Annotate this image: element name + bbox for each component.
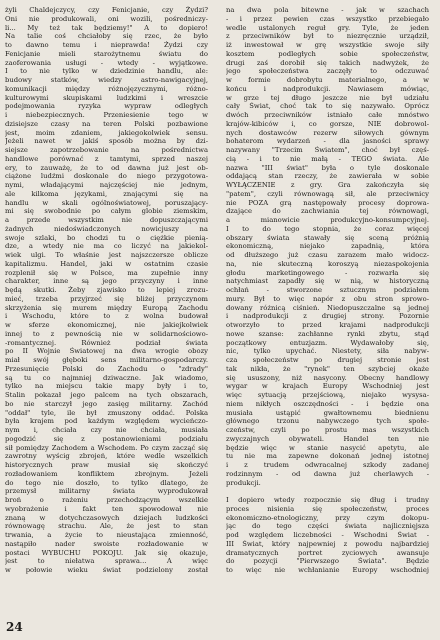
text-line: czeństw, czyli po prostu mas wszystkich [226, 426, 429, 434]
text-column-left [5, 6, 208, 575]
text-line: będą skutki. Żeby zjawisko to lepiej zrozu- [5, 286, 208, 294]
text-line: "patem", czyli równowagą sił, ale przeciwnicy [226, 189, 429, 198]
text-line: otworzyło to przed krajami nadprodukcji [226, 321, 429, 329]
text-line: głównego trzonu nabywczego tych społe- [226, 417, 429, 426]
text-line: dwóch przeciwników istniało całe mnóstwo [226, 111, 429, 119]
text-line: jest to niełatwa sprawa... A więc [5, 557, 208, 566]
text-line: zwyczajnych obywateli. Handel ten nie [226, 434, 429, 443]
text-line: rozładowaniem konfliktem zbrojnym. Jeżeli [5, 469, 208, 478]
text-line: nazywany "Trzecim Światem", choć był częś- [226, 146, 429, 154]
text-line: Przesunięcie Polski do Zachodu o "zdrady" [5, 364, 208, 373]
text-line: ochłań - stworzone sztucznym podziałem [226, 286, 429, 294]
text-line: nie POZA grą następowały procesy doprowa- [226, 198, 429, 207]
text-line: cza społeczeństw po drugiej stronie jest [226, 356, 429, 364]
text-line: do tego nie doszło, to tylko dlatego, że [5, 478, 208, 487]
text-line: ciążone ludźmi doskonale do niego przygotowa- [5, 172, 208, 181]
text-line: nym i, chciała czy nie chciała, musiała [5, 426, 208, 434]
text-line: WYŁĄCZENIE z gry. Gra zakończyła się [226, 181, 429, 189]
text-line: wygar w krajach Europy Wschodniej jest [226, 382, 429, 391]
text-line: iż inwestował w grę wszystkie swoje siły [226, 41, 429, 49]
text-line: miał swój głęboki sens militarno-gospodarczy. [5, 356, 208, 364]
text-line: mury. Był to więc napór z obu stron sprowo- [226, 294, 429, 303]
text-line: li... My też tak będziemy!" A to dopiero! [5, 23, 208, 32]
text-line: na, nie skuteczną koroszyą niezaspokojenia [226, 259, 429, 268]
paragraph-gap [226, 487, 429, 496]
text-line: jest, moim zdaniem, jakiegokolwiek sensu. [5, 128, 208, 137]
text-line: żadnych niedoświadczonych nowicjuszy na [5, 224, 208, 233]
text-line: dzisiejsze czasy na teren Polski pozbawione [5, 119, 208, 128]
text-line: Na talie coś chciałoby się rzec, że było [5, 32, 208, 41]
text-line: dzające do zachwiania tej równowagi, [226, 207, 429, 216]
text-line: ale kilkoma językami, znającymi się na [5, 189, 208, 198]
text-line: dowany różnicą ciśnień. Niedopuszczalne są jednej [226, 303, 429, 312]
text-line: mi się swobodnie po całym globie ziemskim, [5, 207, 208, 216]
text-line: więc sytuacją przejściową, niejako wysysa- [226, 391, 429, 399]
text-line: w formie dobrobytu materialnego, a w [226, 76, 429, 84]
text-line: to więc nie wchłanianie Europy wschodniej [226, 566, 429, 574]
text-line: nastąpiło nader swoiste rozładowanie w [5, 539, 208, 548]
text-line: nowe szanse: zachłanne rynki zbytu, stąd [226, 329, 429, 338]
text-line: III Świat, który najpewniej z powodu najbardziej [226, 539, 429, 548]
text-line: swoje szlaki, bo chodzi tu o ciężkie pienią- [5, 233, 208, 242]
text-line: wedle ustalonych reguł gry. Tyle, że jeden [226, 23, 429, 32]
text-column-right [226, 6, 429, 575]
text-line: kosztem podległych sobie społeczeństw, [226, 49, 429, 58]
text-line: handlu w skali ogólnoświatowej, poruszający- [5, 198, 208, 207]
text-line: jego społeczeństwa zaczęły to odczuwać [226, 67, 429, 76]
text-line: nych dostawców rezerw siłowych gównym [226, 128, 429, 137]
text-line: skrzyżenia się murem między Europą Zachodu [5, 303, 208, 312]
text-line: drugi zaś dorobił się takich nadwyżek, że [226, 58, 429, 67]
text-line: krajów-kibiców i, co gorsze, NIE dobrowol- [226, 119, 429, 128]
text-line: sił pomiędzy Zachodem a Wschodem. Po czym zacząć się [5, 443, 208, 452]
text-line: zaoferowania usługi - wtedy - wyjątkowe. [5, 58, 208, 67]
text-line: ekonomiczno-etnologiczny, przy czym dokopu- [226, 513, 429, 522]
text-line: pogodzić się z postanowieniami podziału [5, 434, 208, 443]
text-line: po II Wojnie Światowej na dwa wrogie obozy [5, 347, 208, 356]
text-line: i Wschodu, które to z wolna budował [5, 312, 208, 321]
text-line: tylko na miejscu takie mapy były i to, [5, 382, 208, 391]
text-line: -romantycznej. Również podział świata [5, 338, 208, 347]
text-line: nazwa "III świat" była o tyle doskonale [226, 163, 429, 172]
text-line: końcu i nadprodukcji. Nawiasem mówiąc, [226, 84, 429, 93]
text-line: początkowy entuzjazm. Wydawałoby się, [226, 338, 429, 347]
text-line: nymi, władającymi najczęściej nie jednym, [5, 181, 208, 189]
text-line: I to nie tylko w dziedzinie handlu, ale: [5, 67, 208, 76]
text-line: w sferze ekonomicznej, nie jakiejkolwiek [5, 321, 208, 329]
text-line: tak nikła, że "rynek" ten szybciej okaże [226, 364, 429, 373]
text-line: to dawno temu i nieprawda! Żydzi czy [5, 41, 208, 49]
text-line: budowy statków, wiedzy astro-nawigacyjnej, [5, 76, 208, 84]
text-line: na dwa pola bitewne - jak w szachach [226, 6, 429, 14]
text-line: od dłuższego już czasu zarazem mało widocz- [226, 251, 429, 259]
text-line: - i przez pewien czas wszystko przebiegało [226, 14, 429, 23]
text-line: cią - i to nie małą - TEGO świata. Ale [226, 154, 429, 163]
text-line: będzie więc w stanie nasycić apetytu, ale [226, 443, 429, 452]
text-line: oddającą stan rzeczy, że zawierała w sobie [226, 172, 429, 181]
text-line: bohaterom wydarzeń - dla jasności sprawy [226, 137, 429, 146]
text-line: ery, to zauważę, że to od dawna już jest ob- [5, 163, 208, 172]
text-line: I dopiero wtedy rozpocznie się dług i trudny [226, 496, 429, 504]
text-line: i niebezpiecznych. Przeniesienie tego w [5, 111, 208, 119]
text-line: postaci WYBUCHU POKOJU. Jak się okazuje, [5, 548, 208, 557]
text-line: cały Świat, choć tak to się nazywało. Oprócz [226, 102, 429, 111]
text-line: trwania, a życie to nieustająca zmienność, [5, 531, 208, 539]
text-line: przemysł militarny świata wyprodukował [5, 487, 208, 496]
text-line: równowagę strachu. Ale, że jest to stan [5, 522, 208, 531]
text-line: wyobrażenie i fakt ten spowodował nie [5, 504, 208, 513]
text-line: proces nisienia się społeczeństw, proces [226, 504, 429, 513]
page-number: 24 [6, 620, 23, 634]
text-line: głodu marketingowego - rozwarła się [226, 268, 429, 277]
text-line: z przeciwników był to niezręcznie urządził, [226, 32, 429, 41]
text-line: są tu co najmniej dziwaczne. Jak wiadomo, [5, 373, 208, 382]
text-line: znaną w dotychczasowych dziejach ludzkości [5, 513, 208, 522]
text-line: innej to z pewnością nie w solidarnościowo- [5, 329, 208, 338]
text-line: "oddał" tyle, ile był zmuszony oddać. Polska [5, 408, 208, 417]
text-line: Stalin pokazał jego palcem na tych obszarach, [5, 391, 208, 399]
text-line: tu nie ma zapewne dokonań jednej istotnej [226, 452, 429, 461]
text-line: rodzinnym - od dawna już cherlawych - [226, 469, 429, 478]
text-line: nic, tylko upychać. Niestety, siła nabyw- [226, 347, 429, 356]
text-line: niem nikłych oszczędności - i będzie ona [226, 399, 429, 408]
text-line: jąc do tego części świata najlicznięjsza [226, 522, 429, 531]
text-line: komunikacji między różnojęzycznymi, różno- [5, 84, 208, 93]
text-line: bo nie starczył jego zasięg militarny. Zachód [5, 399, 208, 408]
text-line: kapitalizmu. Handel, jaki w ostatnim czasie [5, 259, 208, 268]
text-line: kulturowymi skupiskami ludzkimi i wreszcie [5, 93, 208, 102]
text-line: rozplenił się w Polsce, ma zupełnie inny [5, 268, 208, 277]
text-line: żyli Chaldejczycy, czy Fenicjanie, czy Żydzi? [5, 6, 208, 14]
text-line: się ususzony, niż nasycony. Obecny handlowy [226, 373, 429, 382]
text-line: do pozycji "Pierwszego Świata". Będzie [226, 557, 429, 566]
text-line: pod względem liczebności - Wschodni Świat - [226, 531, 429, 539]
text-line: a mianowicie produkcyjno-konsumpcyjnej. [226, 216, 429, 224]
text-line: siejsze zapotrzebowanie na pośrednictwa [5, 146, 208, 154]
text-line: i nadprodukcji z drugiej strony. Pozornie [226, 312, 429, 321]
text-line: handlowe porównać z tamtymi, sprzed naszej [5, 154, 208, 163]
text-line: w grze tej długo jeszcze nie był udziału [226, 93, 429, 102]
text-line: i z trudem odwracalnej szkody zadanej [226, 461, 429, 469]
text-line: musiała ustąpić gwałtownemu biednienu [226, 408, 429, 417]
text-line: natychmiast zapadły się w nią, w historyczną [226, 277, 429, 286]
text-line: Oni nie produkowali, oni wozili, pośredniczy- [5, 14, 208, 23]
text-line: Fenicjanie mieli starożytnemu światu do [5, 49, 208, 58]
text-line: w połowie wieku świat podzielony został [5, 566, 208, 574]
text-line: I to do tego stopnia, że coraz więcej [226, 224, 429, 233]
text-line: mieć, trzeba przyjrzeć się bliżej przyczynom [5, 294, 208, 303]
text-line: wiek ulgi. To właśnie jest najszczersze oblicze [5, 251, 208, 259]
text-line: charakter, inne są jego przyczyny i inne [5, 277, 208, 286]
text-line: produkcji. [226, 478, 261, 487]
text-line: była krajem pod każdym względem wycieńczo- [5, 417, 208, 426]
text-line: ekonomiczną, niejako zapadnią, która [226, 242, 429, 251]
text-line: zawrotny wyścig zbrojeń, które wedle wszelkich [5, 452, 208, 461]
text-line: Jeżeli nawet w jakiś sposób można by dzi- [5, 137, 208, 146]
text-line: podejmowania ryzyka wypraw odległych [5, 102, 208, 111]
text-line: a przede wszystkim nie dopuszczającymi [5, 216, 208, 224]
text-line: historycznych praw musiał się skończyć [5, 461, 208, 469]
text-line: broń o rażeniu przechodzącym wszelkie [5, 496, 208, 504]
text-line: dramatycznych portret zyciowych awansuje [226, 548, 429, 557]
text-line: obszary świata stawały się sceną próżnią [226, 233, 429, 242]
text-line: dze, a wtedy nie ma co liczyć na jakiekol- [5, 242, 208, 251]
